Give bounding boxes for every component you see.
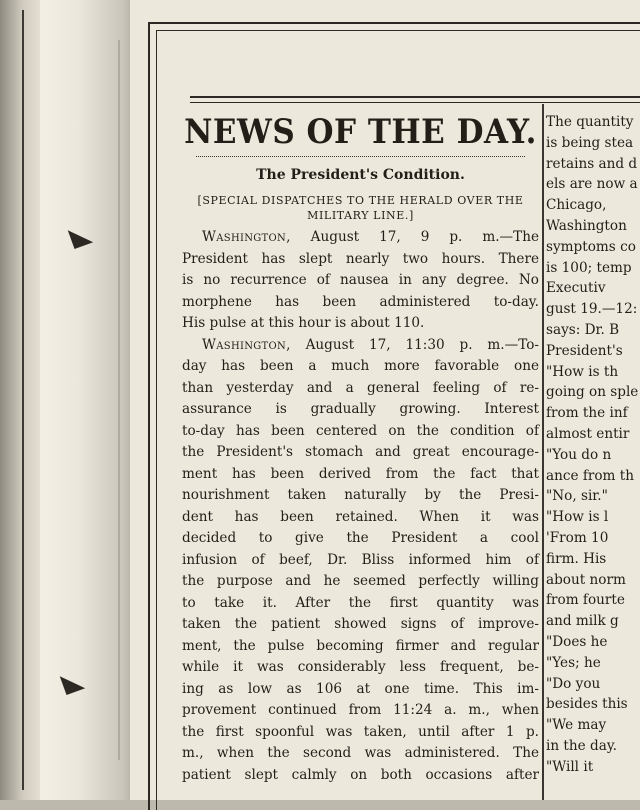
adjacent-column-line: ance from th [546,467,634,484]
fold-line [118,40,120,760]
adjacent-page-edge [0,0,41,800]
adjacent-column-line: "You do n [546,446,612,463]
adjacent-column-line: retains and d [546,155,638,172]
adjacent-column-line: "No, sir." [546,488,608,505]
dispatch-note: [SPECIAL DISPATCHES TO THE HERALD OVER THE MILITARY LINE.] [197,194,524,222]
dateline: Washington, [202,336,291,353]
binding-tear-mark: ◣ [65,217,95,253]
adjacent-column-line: gust 19.—12: [546,301,638,318]
adjacent-column-line: Chicago, [546,197,607,214]
article-line [182,227,539,249]
article-line: is no recurrence of nausea in any degree. No [182,272,539,288]
adjacent-column-line: "How is th [546,363,619,380]
adjacent-column [540,112,640,778]
adjacent-column-line: "Yes; he [546,654,601,671]
article-line: than yesterday and a general feeling of re- [182,379,539,396]
article-line: His pulse at this hour is about 110. [182,315,425,331]
article-line: ment, the pulse becoming firmer and regular [182,637,539,654]
dateline: Washington, [202,229,291,245]
adjacent-column-line: 'From 10 [546,529,609,546]
article-line: the purpose and he seemed perfectly willing [182,573,539,589]
adjacent-column-line: is being stea [546,134,634,151]
article-body [182,227,539,786]
article-line: assurance is gradually growing. Interest [182,401,539,417]
adjacent-column-line: besides this [546,696,628,713]
article-line: infusion of beef, Dr. Bliss informed him of [182,551,539,568]
article-line: the first spoonful was taken, until after 1 p. [182,723,539,740]
article-line: m., when the second was administered. The [182,745,539,761]
adjacent-column-line: President's [546,342,623,359]
section-title: The President's Condition. [256,167,465,183]
adjacent-column-line: "Will it [546,758,594,775]
article-line [182,335,539,357]
adjacent-column-line: says: Dr. B [546,321,620,338]
adjacent-column-line: els are now a [546,176,638,193]
article-line: taken the patient showed signs of improve- [182,616,539,632]
article-line-text: August 17, 11:30 p. m.—To- [290,336,539,353]
binding-gutter [40,0,138,800]
article-line: President has slept nearly two hours. There [182,250,539,267]
adjacent-column-line: "How is l [546,509,609,526]
article-line-text: August 17, 9 p. m.—The [290,229,539,245]
adjacent-column-line: going on sple [546,384,639,401]
article-line: dent has been retained. When it was [182,508,539,525]
adjacent-column-line: The quantity [546,114,634,130]
masthead-rule [196,156,525,157]
article-line: ment has been derived from the fact that [182,465,539,482]
article-line: nourishment taken naturally by the Presi- [182,487,539,503]
article-line: morphene has been administered to-day. [182,293,539,310]
adjacent-page-rule [22,10,24,790]
article-line: patient slept calmly on both occasions after [182,766,539,783]
article-line: provement continued from 11:24 a. m., when [182,702,539,718]
adjacent-column-line: is 100; temp [546,259,632,276]
article-line: to-day has been centered on the condition of [182,422,539,439]
adjacent-column-line: Executiv [546,280,606,297]
binding-tear-mark: ◣ [57,663,87,699]
adjacent-column-line: "Do you [546,675,601,692]
adjacent-column-line: almost entir [546,425,630,442]
adjacent-column-line: in the day. [546,737,618,754]
adjacent-column-line: and milk g [546,613,619,630]
adjacent-column-line: "We may [546,717,607,734]
adjacent-column-line: Washington [546,217,627,234]
adjacent-column-line: about norm [546,571,626,588]
article-line: ing as low as 106 at one time. This im- [182,680,539,697]
masthead: NEWS OF THE DAY. [184,112,537,152]
article-line: decided to give the President a cool [182,530,539,546]
adjacent-column-line: "Does he [546,633,608,650]
article-line: the President's stomach and great encourage- [182,444,539,460]
article-line: to take it. After the first quantity was [182,594,539,611]
adjacent-column-line: from the inf [546,405,628,422]
adjacent-column-line: symptoms co [546,238,636,255]
adjacent-column-line: firm. His [546,550,607,567]
article-line: day has been a much more favorable one [182,358,539,374]
main-column [182,102,539,786]
adjacent-column-line: from fourte [546,592,625,609]
article-line: while it was considerably less frequent, be- [182,659,539,675]
newspaper-page [130,0,640,800]
